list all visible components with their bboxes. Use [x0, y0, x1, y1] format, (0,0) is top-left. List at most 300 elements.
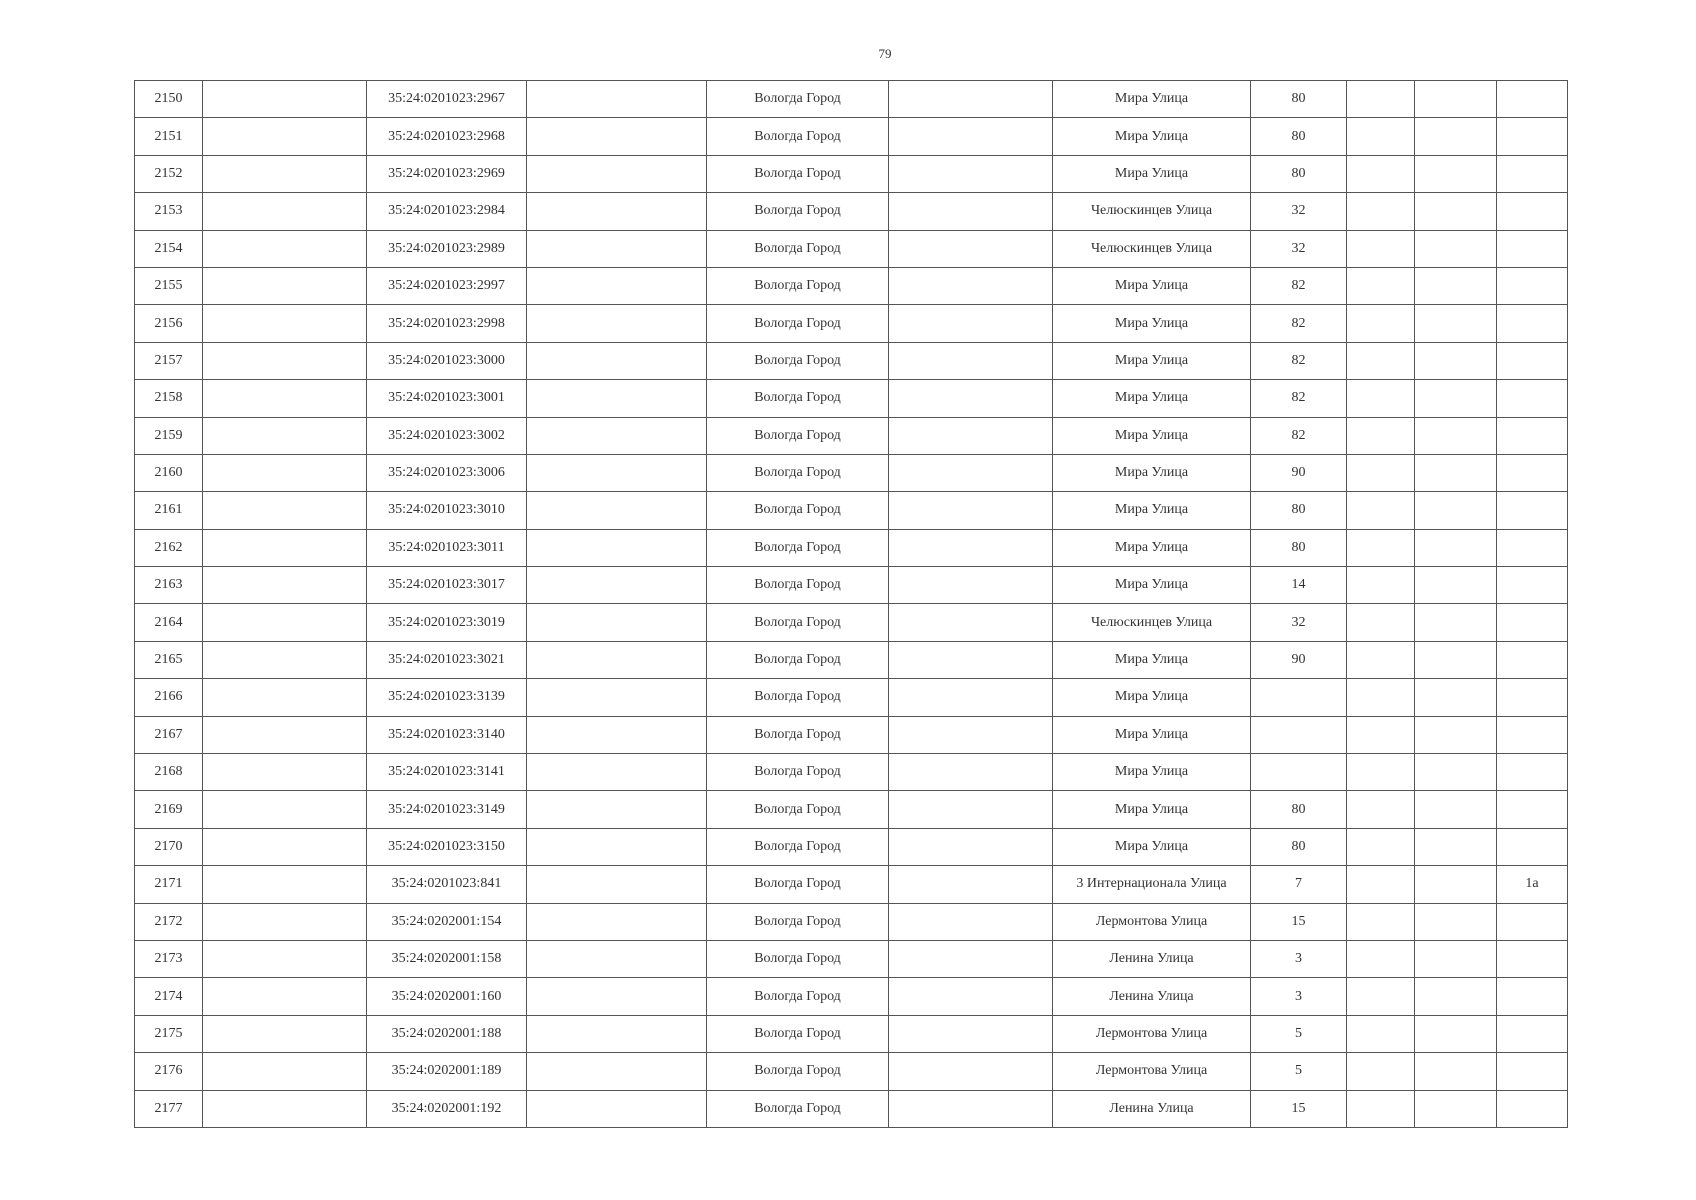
- house-number-cell: [1251, 754, 1347, 791]
- blank-cell: [889, 342, 1053, 379]
- table-row: [135, 754, 1568, 791]
- cadastral-number-cell: 35:24:0201023:841: [367, 866, 527, 903]
- table-row: [135, 828, 1568, 865]
- blank-cell: [527, 641, 707, 678]
- cadastral-number-cell: 35:24:0201023:3010: [367, 492, 527, 529]
- house-number-cell: 3: [1251, 978, 1347, 1015]
- blank-cell: [889, 267, 1053, 304]
- cadastral-number-cell: 35:24:0201023:3019: [367, 604, 527, 641]
- blank-cell: [1347, 380, 1415, 417]
- cadastral-number-cell: 35:24:0201023:2989: [367, 230, 527, 267]
- blank-cell: [527, 604, 707, 641]
- blank-cell: [203, 828, 367, 865]
- row-number-cell: 2164: [135, 604, 203, 641]
- blank-cell: [1347, 828, 1415, 865]
- table-row: [135, 1015, 1568, 1052]
- blank-cell: [203, 716, 367, 753]
- blank-cell: [1347, 866, 1415, 903]
- blank-cell: [527, 118, 707, 155]
- cadastral-number-cell: 35:24:0201023:3002: [367, 417, 527, 454]
- blank-cell: [527, 417, 707, 454]
- blank-cell: [527, 193, 707, 230]
- house-number-cell: 3: [1251, 940, 1347, 977]
- house-number-cell: 5: [1251, 1053, 1347, 1090]
- settlement-cell: Вологда Город: [707, 342, 889, 379]
- blank-cell: [1347, 754, 1415, 791]
- blank-cell: [527, 866, 707, 903]
- house-number-cell: 32: [1251, 193, 1347, 230]
- cadastral-number-cell: 35:24:0201023:3000: [367, 342, 527, 379]
- apartment-cell: [1497, 529, 1568, 566]
- blank-cell: [889, 641, 1053, 678]
- street-cell: Челюскинцев Улица: [1053, 604, 1251, 641]
- row-number-cell: 2172: [135, 903, 203, 940]
- blank-cell: [203, 342, 367, 379]
- street-cell: Мира Улица: [1053, 118, 1251, 155]
- house-number-cell: [1251, 716, 1347, 753]
- street-cell: Мира Улица: [1053, 380, 1251, 417]
- table-row: [135, 454, 1568, 491]
- apartment-cell: [1497, 754, 1568, 791]
- table-row: [135, 417, 1568, 454]
- row-number-cell: 2155: [135, 267, 203, 304]
- cadastral-number-cell: 35:24:0201023:3021: [367, 641, 527, 678]
- blank-cell: [527, 716, 707, 753]
- cadastral-number-cell: 35:24:0201023:3141: [367, 754, 527, 791]
- street-cell: Челюскинцев Улица: [1053, 230, 1251, 267]
- settlement-cell: Вологда Город: [707, 230, 889, 267]
- blank-cell: [889, 791, 1053, 828]
- street-cell: Челюскинцев Улица: [1053, 193, 1251, 230]
- blank-cell: [1347, 940, 1415, 977]
- blank-cell: [527, 81, 707, 118]
- street-cell: Мира Улица: [1053, 342, 1251, 379]
- cadastral-number-cell: 35:24:0202001:188: [367, 1015, 527, 1052]
- blank-cell: [1415, 417, 1497, 454]
- blank-cell: [1347, 716, 1415, 753]
- table-row: [135, 716, 1568, 753]
- blank-cell: [889, 1090, 1053, 1127]
- cadastral-number-cell: 35:24:0202001:160: [367, 978, 527, 1015]
- blank-cell: [1415, 267, 1497, 304]
- blank-cell: [1415, 716, 1497, 753]
- apartment-cell: [1497, 342, 1568, 379]
- blank-cell: [203, 866, 367, 903]
- apartment-cell: [1497, 417, 1568, 454]
- blank-cell: [203, 1053, 367, 1090]
- settlement-cell: Вологда Город: [707, 978, 889, 1015]
- blank-cell: [1347, 641, 1415, 678]
- blank-cell: [203, 1015, 367, 1052]
- blank-cell: [203, 940, 367, 977]
- blank-cell: [1415, 529, 1497, 566]
- settlement-cell: Вологда Город: [707, 866, 889, 903]
- blank-cell: [889, 866, 1053, 903]
- blank-cell: [1415, 791, 1497, 828]
- blank-cell: [527, 492, 707, 529]
- settlement-cell: Вологда Город: [707, 193, 889, 230]
- row-number-cell: 2159: [135, 417, 203, 454]
- blank-cell: [1415, 641, 1497, 678]
- blank-cell: [1347, 492, 1415, 529]
- street-cell: Ленина Улица: [1053, 940, 1251, 977]
- blank-cell: [889, 118, 1053, 155]
- blank-cell: [203, 978, 367, 1015]
- blank-cell: [889, 754, 1053, 791]
- blank-cell: [527, 454, 707, 491]
- street-cell: Мира Улица: [1053, 754, 1251, 791]
- blank-cell: [527, 679, 707, 716]
- row-number-cell: 2161: [135, 492, 203, 529]
- settlement-cell: Вологда Город: [707, 267, 889, 304]
- table-row: [135, 866, 1568, 903]
- settlement-cell: Вологда Город: [707, 529, 889, 566]
- blank-cell: [527, 230, 707, 267]
- street-cell: Мира Улица: [1053, 155, 1251, 192]
- house-number-cell: 14: [1251, 567, 1347, 604]
- table-row: [135, 230, 1568, 267]
- apartment-cell: [1497, 118, 1568, 155]
- blank-cell: [1415, 305, 1497, 342]
- street-cell: Мира Улица: [1053, 81, 1251, 118]
- row-number-cell: 2160: [135, 454, 203, 491]
- table-row: [135, 380, 1568, 417]
- apartment-cell: [1497, 193, 1568, 230]
- blank-cell: [1415, 940, 1497, 977]
- settlement-cell: Вологда Город: [707, 567, 889, 604]
- apartment-cell: [1497, 903, 1568, 940]
- blank-cell: [203, 118, 367, 155]
- cadastral-number-cell: 35:24:0201023:2967: [367, 81, 527, 118]
- settlement-cell: Вологда Город: [707, 754, 889, 791]
- blank-cell: [889, 492, 1053, 529]
- blank-cell: [889, 230, 1053, 267]
- table-row: [135, 641, 1568, 678]
- row-number-cell: 2177: [135, 1090, 203, 1127]
- settlement-cell: Вологда Город: [707, 1090, 889, 1127]
- apartment-cell: [1497, 978, 1568, 1015]
- blank-cell: [1347, 1090, 1415, 1127]
- apartment-cell: [1497, 1090, 1568, 1127]
- blank-cell: [1415, 492, 1497, 529]
- row-number-cell: 2171: [135, 866, 203, 903]
- blank-cell: [1347, 604, 1415, 641]
- row-number-cell: 2150: [135, 81, 203, 118]
- page-number: 79: [878, 46, 892, 61]
- blank-cell: [203, 641, 367, 678]
- settlement-cell: Вологда Город: [707, 940, 889, 977]
- blank-cell: [203, 529, 367, 566]
- blank-cell: [1347, 529, 1415, 566]
- blank-cell: [527, 567, 707, 604]
- apartment-cell: [1497, 604, 1568, 641]
- blank-cell: [1415, 342, 1497, 379]
- blank-cell: [889, 81, 1053, 118]
- blank-cell: [1415, 1015, 1497, 1052]
- blank-cell: [527, 380, 707, 417]
- table-row: [135, 604, 1568, 641]
- row-number-cell: 2151: [135, 118, 203, 155]
- blank-cell: [1347, 118, 1415, 155]
- cadastral-number-cell: 35:24:0201023:3017: [367, 567, 527, 604]
- blank-cell: [889, 940, 1053, 977]
- blank-cell: [1415, 230, 1497, 267]
- settlement-cell: Вологда Город: [707, 492, 889, 529]
- table-row: [135, 1053, 1568, 1090]
- blank-cell: [1415, 81, 1497, 118]
- blank-cell: [1347, 342, 1415, 379]
- blank-cell: [203, 791, 367, 828]
- house-number-cell: [1251, 679, 1347, 716]
- row-number-cell: 2166: [135, 679, 203, 716]
- blank-cell: [1415, 679, 1497, 716]
- table-row: [135, 492, 1568, 529]
- blank-cell: [1347, 454, 1415, 491]
- apartment-cell: [1497, 940, 1568, 977]
- blank-cell: [1347, 305, 1415, 342]
- blank-cell: [1347, 679, 1415, 716]
- cadastral-number-cell: 35:24:0201023:3150: [367, 828, 527, 865]
- house-number-cell: 5: [1251, 1015, 1347, 1052]
- blank-cell: [527, 791, 707, 828]
- house-number-cell: 82: [1251, 267, 1347, 304]
- cadastral-number-cell: 35:24:0201023:2997: [367, 267, 527, 304]
- blank-cell: [1347, 230, 1415, 267]
- settlement-cell: Вологда Город: [707, 81, 889, 118]
- settlement-cell: Вологда Город: [707, 679, 889, 716]
- table-row: [135, 529, 1568, 566]
- blank-cell: [527, 828, 707, 865]
- blank-cell: [889, 529, 1053, 566]
- blank-cell: [203, 417, 367, 454]
- street-cell: Мира Улица: [1053, 828, 1251, 865]
- street-cell: Мира Улица: [1053, 679, 1251, 716]
- blank-cell: [1415, 454, 1497, 491]
- blank-cell: [203, 604, 367, 641]
- blank-cell: [1347, 1015, 1415, 1052]
- table-row: [135, 155, 1568, 192]
- blank-cell: [1347, 417, 1415, 454]
- table-row: [135, 940, 1568, 977]
- row-number-cell: 2168: [135, 754, 203, 791]
- house-number-cell: 82: [1251, 305, 1347, 342]
- blank-cell: [203, 1090, 367, 1127]
- apartment-cell: [1497, 1015, 1568, 1052]
- blank-cell: [889, 380, 1053, 417]
- house-number-cell: 82: [1251, 342, 1347, 379]
- house-number-cell: 90: [1251, 454, 1347, 491]
- street-cell: Мира Улица: [1053, 641, 1251, 678]
- blank-cell: [889, 1015, 1053, 1052]
- apartment-cell: [1497, 716, 1568, 753]
- settlement-cell: Вологда Город: [707, 716, 889, 753]
- blank-cell: [1415, 978, 1497, 1015]
- blank-cell: [889, 828, 1053, 865]
- blank-cell: [1415, 193, 1497, 230]
- house-number-cell: 7: [1251, 866, 1347, 903]
- blank-cell: [203, 305, 367, 342]
- blank-cell: [1347, 155, 1415, 192]
- blank-cell: [203, 754, 367, 791]
- row-number-cell: 2173: [135, 940, 203, 977]
- cadastral-number-cell: 35:24:0202001:158: [367, 940, 527, 977]
- table-row: [135, 567, 1568, 604]
- blank-cell: [203, 903, 367, 940]
- table-row: [135, 342, 1568, 379]
- street-cell: Мира Улица: [1053, 791, 1251, 828]
- cadastral-number-cell: 35:24:0201023:2984: [367, 193, 527, 230]
- cadastral-number-cell: 35:24:0202001:154: [367, 903, 527, 940]
- apartment-cell: [1497, 791, 1568, 828]
- house-number-cell: 80: [1251, 81, 1347, 118]
- blank-cell: [1415, 604, 1497, 641]
- blank-cell: [1415, 866, 1497, 903]
- cadastral-number-cell: 35:24:0201023:3011: [367, 529, 527, 566]
- cadastral-number-cell: 35:24:0201023:3140: [367, 716, 527, 753]
- blank-cell: [527, 155, 707, 192]
- row-number-cell: 2163: [135, 567, 203, 604]
- blank-cell: [203, 567, 367, 604]
- settlement-cell: Вологда Город: [707, 641, 889, 678]
- row-number-cell: 2154: [135, 230, 203, 267]
- street-cell: Мира Улица: [1053, 267, 1251, 304]
- apartment-cell: [1497, 230, 1568, 267]
- blank-cell: [203, 492, 367, 529]
- house-number-cell: 32: [1251, 604, 1347, 641]
- street-cell: Лермонтова Улица: [1053, 1053, 1251, 1090]
- settlement-cell: Вологда Город: [707, 604, 889, 641]
- blank-cell: [1347, 267, 1415, 304]
- house-number-cell: 15: [1251, 903, 1347, 940]
- street-cell: Мира Улица: [1053, 529, 1251, 566]
- blank-cell: [527, 529, 707, 566]
- blank-cell: [889, 454, 1053, 491]
- table-row: [135, 679, 1568, 716]
- table-row: [135, 791, 1568, 828]
- blank-cell: [1415, 903, 1497, 940]
- cadastral-number-cell: 35:24:0201023:2998: [367, 305, 527, 342]
- table-row: [135, 118, 1568, 155]
- row-number-cell: 2165: [135, 641, 203, 678]
- blank-cell: [1415, 155, 1497, 192]
- street-cell: 3 Интернационала Улица: [1053, 866, 1251, 903]
- apartment-cell: [1497, 828, 1568, 865]
- blank-cell: [527, 903, 707, 940]
- cadastral-number-cell: 35:24:0201023:2969: [367, 155, 527, 192]
- house-number-cell: 80: [1251, 492, 1347, 529]
- cadastral-number-cell: 35:24:0201023:3001: [367, 380, 527, 417]
- blank-cell: [527, 1015, 707, 1052]
- table-row: [135, 193, 1568, 230]
- blank-cell: [1415, 380, 1497, 417]
- cadastral-number-cell: 35:24:0201023:3149: [367, 791, 527, 828]
- row-number-cell: 2162: [135, 529, 203, 566]
- apartment-cell: [1497, 641, 1568, 678]
- house-number-cell: 15: [1251, 1090, 1347, 1127]
- table-row: [135, 267, 1568, 304]
- house-number-cell: 90: [1251, 641, 1347, 678]
- table-body: [135, 81, 1568, 1128]
- house-number-cell: 80: [1251, 791, 1347, 828]
- blank-cell: [889, 679, 1053, 716]
- cadastral-number-cell: 35:24:0201023:2968: [367, 118, 527, 155]
- blank-cell: [1347, 791, 1415, 828]
- blank-cell: [1415, 754, 1497, 791]
- blank-cell: [527, 754, 707, 791]
- blank-cell: [527, 305, 707, 342]
- settlement-cell: Вологда Город: [707, 1015, 889, 1052]
- settlement-cell: Вологда Город: [707, 118, 889, 155]
- blank-cell: [203, 267, 367, 304]
- blank-cell: [527, 1090, 707, 1127]
- blank-cell: [889, 305, 1053, 342]
- cadastral-number-cell: 35:24:0202001:189: [367, 1053, 527, 1090]
- blank-cell: [1347, 193, 1415, 230]
- row-number-cell: 2167: [135, 716, 203, 753]
- row-number-cell: 2157: [135, 342, 203, 379]
- apartment-cell: [1497, 305, 1568, 342]
- house-number-cell: 80: [1251, 155, 1347, 192]
- street-cell: Мира Улица: [1053, 454, 1251, 491]
- settlement-cell: Вологда Город: [707, 1053, 889, 1090]
- blank-cell: [203, 81, 367, 118]
- settlement-cell: Вологда Город: [707, 828, 889, 865]
- settlement-cell: Вологда Город: [707, 155, 889, 192]
- table-row: [135, 81, 1568, 118]
- row-number-cell: 2153: [135, 193, 203, 230]
- blank-cell: [203, 380, 367, 417]
- cadastral-number-cell: 35:24:0201023:3139: [367, 679, 527, 716]
- house-number-cell: 32: [1251, 230, 1347, 267]
- cadastral-number-cell: 35:24:0201023:3006: [367, 454, 527, 491]
- apartment-cell: [1497, 155, 1568, 192]
- apartment-cell: [1497, 567, 1568, 604]
- apartment-cell: [1497, 1053, 1568, 1090]
- blank-cell: [889, 567, 1053, 604]
- apartment-cell: [1497, 492, 1568, 529]
- apartment-cell: [1497, 81, 1568, 118]
- row-number-cell: 2174: [135, 978, 203, 1015]
- apartment-cell: [1497, 380, 1568, 417]
- row-number-cell: 2170: [135, 828, 203, 865]
- blank-cell: [527, 940, 707, 977]
- apartment-cell: 1а: [1497, 866, 1568, 903]
- blank-cell: [889, 604, 1053, 641]
- blank-cell: [1415, 118, 1497, 155]
- table-row: [135, 978, 1568, 1015]
- blank-cell: [1347, 978, 1415, 1015]
- blank-cell: [203, 193, 367, 230]
- blank-cell: [889, 417, 1053, 454]
- row-number-cell: 2156: [135, 305, 203, 342]
- blank-cell: [203, 230, 367, 267]
- apartment-cell: [1497, 679, 1568, 716]
- street-cell: Мира Улица: [1053, 716, 1251, 753]
- apartment-cell: [1497, 267, 1568, 304]
- blank-cell: [1347, 81, 1415, 118]
- settlement-cell: Вологда Город: [707, 380, 889, 417]
- house-number-cell: 82: [1251, 380, 1347, 417]
- house-number-cell: 80: [1251, 828, 1347, 865]
- blank-cell: [1347, 903, 1415, 940]
- blank-cell: [203, 454, 367, 491]
- blank-cell: [889, 978, 1053, 1015]
- blank-cell: [527, 1053, 707, 1090]
- settlement-cell: Вологда Город: [707, 791, 889, 828]
- row-number-cell: 2158: [135, 380, 203, 417]
- row-number-cell: 2175: [135, 1015, 203, 1052]
- blank-cell: [1347, 567, 1415, 604]
